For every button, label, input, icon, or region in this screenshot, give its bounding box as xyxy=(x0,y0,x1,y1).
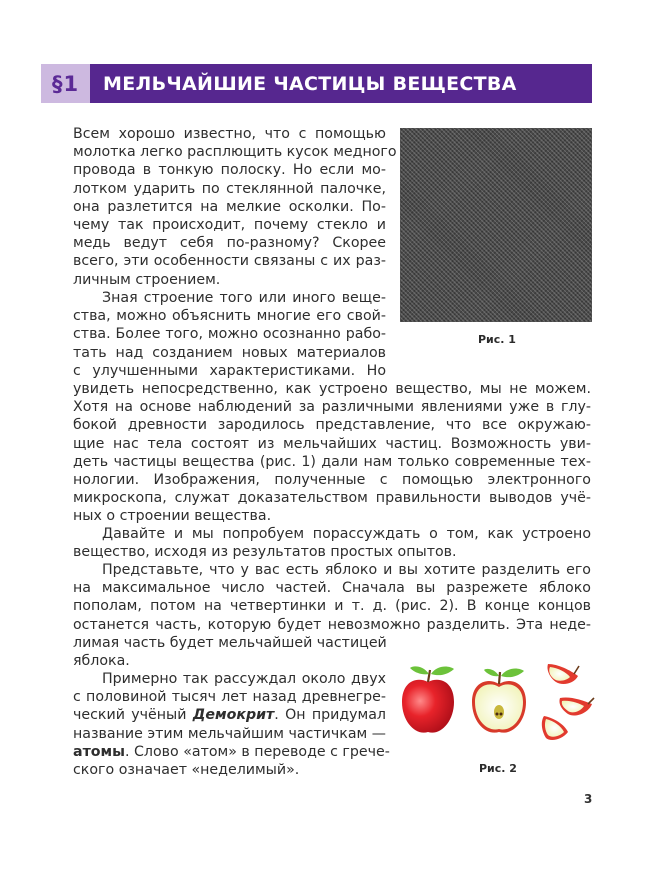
figure-2-caption: Рис. 2 xyxy=(479,762,517,775)
paragraph-democritus xyxy=(73,670,390,779)
text-line: яблока. xyxy=(73,653,130,670)
electron-microscope-image-icon xyxy=(400,128,592,322)
text-line: нологии. Изображения, полученные с помощью электронного xyxy=(73,472,591,489)
paragraph-reasoning xyxy=(73,525,591,561)
text-line: лимая часть будет мельчайшей частицей xyxy=(73,634,387,651)
section-title: МЕЛЬЧАЙШИЕ ЧАСТИЦЫ ВЕЩЕСТВА xyxy=(90,64,592,103)
figure-1-caption: Рис. 1 xyxy=(478,333,516,346)
paragraph-apple xyxy=(73,561,591,670)
text-span: ческий учёный xyxy=(73,707,193,724)
democritus-name: Демокрит xyxy=(192,707,275,724)
text-line: ского означает «неделимый». xyxy=(73,762,300,779)
text-line: провода в тонкую полоску. Но если мо- xyxy=(73,162,386,179)
text-line: вещество, исходя из результатов простых опытов. xyxy=(73,544,457,561)
paragraph-structure xyxy=(73,289,386,380)
half-apple-icon xyxy=(472,669,526,733)
text-line: ных о строении вещества. xyxy=(73,508,272,525)
text-span: . Он придумал xyxy=(274,707,386,724)
paragraph-number: §1 xyxy=(41,64,90,103)
text-line: ства. Более того, можно осознанно рабо- xyxy=(73,326,386,343)
text-line: ства, можно объяснить многие его свой- xyxy=(73,308,386,325)
text-line: Давайте и мы попробуем порассуждать о том, как устроено xyxy=(102,526,591,542)
text-line: она разлетится на мелкие осколки. По- xyxy=(73,198,386,215)
section-header xyxy=(41,64,592,103)
whole-apple-icon xyxy=(402,666,454,732)
atoms-term: атомы xyxy=(73,743,125,760)
text-line: на максимальное число частей. Сначала вы разрежете яблоко xyxy=(73,580,591,597)
text-line: щие нас тела состоят из мельчайших частиц. Возможность уви- xyxy=(73,435,591,452)
text-line xyxy=(73,706,386,724)
text-line: тать над созданием новых материалов xyxy=(73,344,386,361)
text-line: Зная строение того или иного веще- xyxy=(102,290,386,306)
text-line: с улучшенными характеристиками. Но xyxy=(73,362,386,379)
paragraph-intro xyxy=(73,125,397,289)
text-line: бокой древности зародилось представление, что все окружаю- xyxy=(73,417,591,434)
text-line: лотком ударить по стеклянной палочке, xyxy=(73,180,386,197)
text-line: всего, эти особенности связаны с их раз- xyxy=(73,253,386,270)
text-line: останется часть, которую будет невозможно разделить. Эта неде- xyxy=(73,616,591,633)
text-line: пополам, потом на четвертинки и т. д. (рис. 2). В конце концов xyxy=(73,598,591,615)
text-line: Примерно так рассуждал около двух xyxy=(102,671,386,687)
text-line: деть частицы вещества (рис. 1) дали нам только современные тех- xyxy=(73,453,591,470)
apple-slices-icon xyxy=(542,664,594,740)
text-line: с половиной тысяч лет назад древнегре- xyxy=(73,689,386,706)
text-line: молотка легко расплющить кусок медного xyxy=(73,144,397,161)
apples-illustration-icon xyxy=(398,660,598,750)
page-number: 3 xyxy=(584,792,593,806)
text-line: медь ведут себя по-разному? Скорее xyxy=(73,235,386,252)
text-line: Представьте, что у вас есть яблоко и вы хотите разделить его xyxy=(102,562,591,578)
text-line: микроскопа, служат доказательством правильности выводов учё- xyxy=(73,490,591,507)
text-line: Всем хорошо известно, что с помощью xyxy=(73,126,386,142)
text-span: . Слово «атом» в переводе с грече- xyxy=(124,743,390,760)
text-line: Хотя на основе наблюдений за различными явлениями уже в глу- xyxy=(73,399,591,416)
paragraph-structure-cont xyxy=(73,380,591,526)
text-line xyxy=(73,743,390,761)
text-line: название этим мельчайшим частичкам — xyxy=(73,725,386,742)
text-line: чему так происходит, почему стекло и xyxy=(73,217,386,234)
text-line: личным строением. xyxy=(73,271,221,288)
text-line: увидеть непосредственно, как устроено вещество, мы не можем. xyxy=(73,381,591,397)
